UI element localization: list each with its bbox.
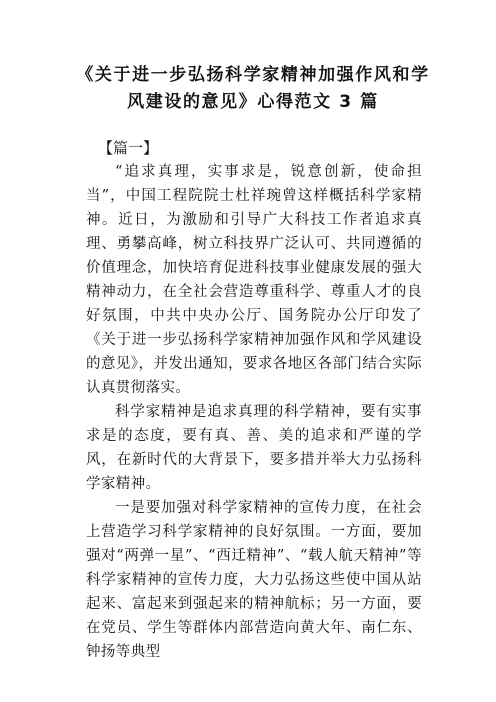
title-line-2: 风建设的意见》心得范文 3 篇 (127, 92, 379, 112)
paragraph-2: 科学家精神是追求真理的科学精神，要有实事求是的态度，要有真、善、美的追求和严谨的学风，在新时代的大背景下，要多措并举大力弘扬科学家精神。 (86, 404, 422, 492)
title-line-1: 《关于进一步弘扬科学家精神加强作风和学 (76, 65, 430, 85)
document-title (76, 62, 430, 116)
section-label: 【篇一】 (98, 139, 159, 157)
paragraph-3: 一是要加强对科学家精神的宣传力度，在社会上营造学习科学家精神的良好氛围。一方面，要加强对“两弹一星”、“西迁精神”、“载人航天精神”等科学家精神的宣传力度，大力弘扬这些使中国从站起来、富起来到强起来的精神航标；另一方面，要在党员、学生等群体内部营造向黄大年、南仁东、钟扬等典型 (86, 500, 422, 660)
paragraph-1: “追求真理，实事求是，锐意创新，使命担当”，中国工程院院士杜祥琬曾这样概括科学家精神。近日，为激励和引导广大科技工作者追求真理、勇攀高峰，树立科技界广泛认可、共同遵循的价值理念，加快培育促进科技事业健康发展的强大精神动力，在全社会营造尊重科学、尊重人才的良好氛围，中共中央办公厅、国务院办公厅印发了《关于进一步弘扬科学家精神加强作风和学风建设的意见》，并发出通知，要求各地区各部门结合实际认真贯彻落实。 (86, 164, 422, 396)
